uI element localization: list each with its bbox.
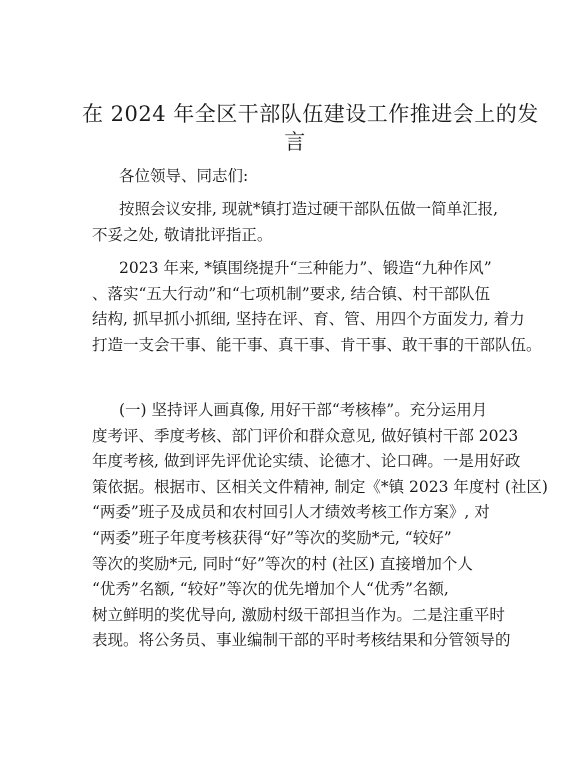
salutation — [92, 164, 508, 190]
document-title — [82, 100, 539, 156]
paragraph-line: 结构, 抓早抓小抓细, 坚持在评、育、管、用四个方面发力, 着力 — [92, 310, 525, 329]
salutation-line: 各位领导、同志们: — [119, 167, 249, 185]
paragraph-line: “优秀”名额, “较好”等次的优先增加个人“优秀”名额, — [92, 580, 449, 599]
paragraph-line: 表现。将公务员、事业编制干部的平时考核结果和分管领导的 — [92, 631, 511, 650]
paragraph-line: 、落实“五大行动”和“七项机制”要求, 结合镇、村干部队伍 — [92, 284, 491, 303]
paragraph-line: 树立鲜明的奖优导向, 激励村级干部担当作为。二是注重平时 — [92, 605, 505, 624]
paragraph-line: “两委”班子及成员和农村回引人才绩效考核工作方案》, 对 — [92, 503, 490, 522]
paragraph-line: 等次的奖励*元, 同时“好”等次的村 (社区) 直接增加个人 — [92, 554, 473, 573]
paragraph-line: 2023 年来, *镇围绕提升“三种能力”、锻造“九种作风” — [119, 259, 492, 277]
paragraph-line: 年度考核, 做到评先评优论实绩、论德才、论口碑。一是用好政 — [92, 452, 521, 471]
paragraph-line: 打造一支会干事、能干事、真干事、肯干事、敢干事的干部队伍。 — [92, 335, 542, 354]
title-line: 在 2024 年全区干部队伍建设工作推进会上的发 — [82, 102, 539, 126]
paragraph-line: 按照会议安排, 现就*镇打造过硬干部队伍做一简单汇报, — [119, 200, 499, 218]
section-one-paragraph — [92, 398, 548, 654]
summary-paragraph — [92, 256, 542, 358]
opening-paragraph — [92, 197, 508, 248]
paragraph-line: “两委”班子年度考核获得“好”等次的奖励*元, “较好” — [92, 528, 452, 547]
paragraph-line: 不妥之处, 敬请批评指正。 — [92, 225, 273, 244]
title-line: 言 — [284, 130, 306, 154]
paragraph-line: 策依据。根据市、区相关文件精神, 制定《*镇 2023 年度村 (社区) — [92, 477, 548, 496]
paragraph-line: 度考评、季度考核、部门评价和群众意见, 做好镇村干部 2023 — [92, 426, 519, 445]
paragraph-line: (一) 坚持评人画真像, 用好干部“考核棒”。充分运用月 — [119, 401, 488, 419]
